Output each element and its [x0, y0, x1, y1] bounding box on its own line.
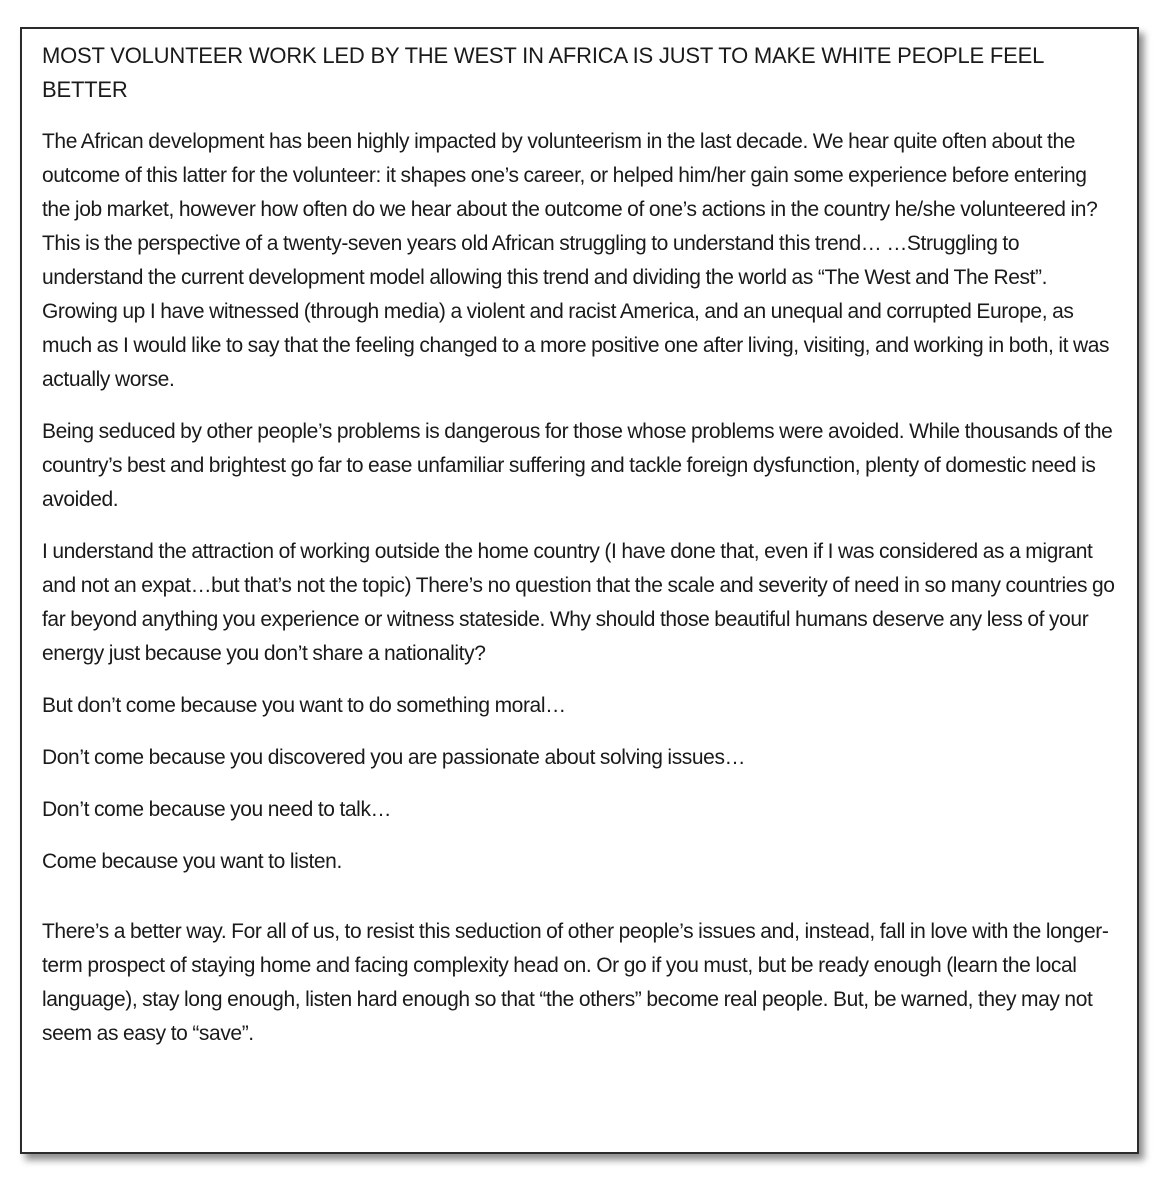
paragraph-better-way: There’s a better way. For all of us, to resist this seduction of other people’s issues and, instead, fall in love with the longer-term prospect of staying home and facing complexity head on. Or go if you must, but be ready enough (learn the local language), stay long enough, listen hard enough so that “the others” become real people. But, be warned, they may not seem as easy to “save”. — [42, 920, 1109, 1045]
paragraph-moral: But don’t come because you want to do something moral… — [42, 694, 566, 717]
paragraph-seduced: Being seduced by other people’s problems is dangerous for those whose problems were avoided. While thousands of the country’s best and brightest go far to ease unfamiliar suffering and tackle foreign dysfunction, plenty of domestic need is avoided. — [42, 420, 1113, 511]
document-title: MOST VOLUNTEER WORK LED BY THE WEST IN AFRICA IS JUST TO MAKE WHITE PEOPLE FEEL BETTER — [42, 43, 1044, 102]
paragraph-intro: The African development has been highly impacted by volunteerism in the last decade. We hear quite often about the outcome of this latter for the volunteer: it shapes one’s career, or helped him/her gain some experience before entering the job market, however how often do we hear about the outcome of one’s actions in the country he/she volunteered in? This is the perspective of a twenty-seven years old African struggling to understand this trend… …Struggling to understand the current development model allowing this trend and dividing the world as “The West and The Rest”. Growing up I have witnessed (through media) a violent and racist America, and an unequal and corrupted Europe, as much as I would like to say that the feeling changed to a more positive one after living, visiting, and working in both, it was actually worse. — [42, 130, 1110, 391]
paragraph-passionate: Don’t come because you discovered you are passionate about solving issues… — [42, 746, 746, 769]
paragraph-attraction: I understand the attraction of working outside the home country (I have done that, even if I was considered as a migrant and not an expat…but that’s not the topic) There’s no question that the scale and severity of need in so many countries go far beyond anything you experience or witness stateside. Why should those beautiful humans deserve any less of your energy just because you don’t share a nationality? — [42, 540, 1115, 665]
document-frame — [20, 27, 1139, 1154]
paragraph-talk: Don’t come because you need to talk… — [42, 798, 392, 821]
paragraph-listen: Come because you want to listen. — [42, 850, 342, 873]
